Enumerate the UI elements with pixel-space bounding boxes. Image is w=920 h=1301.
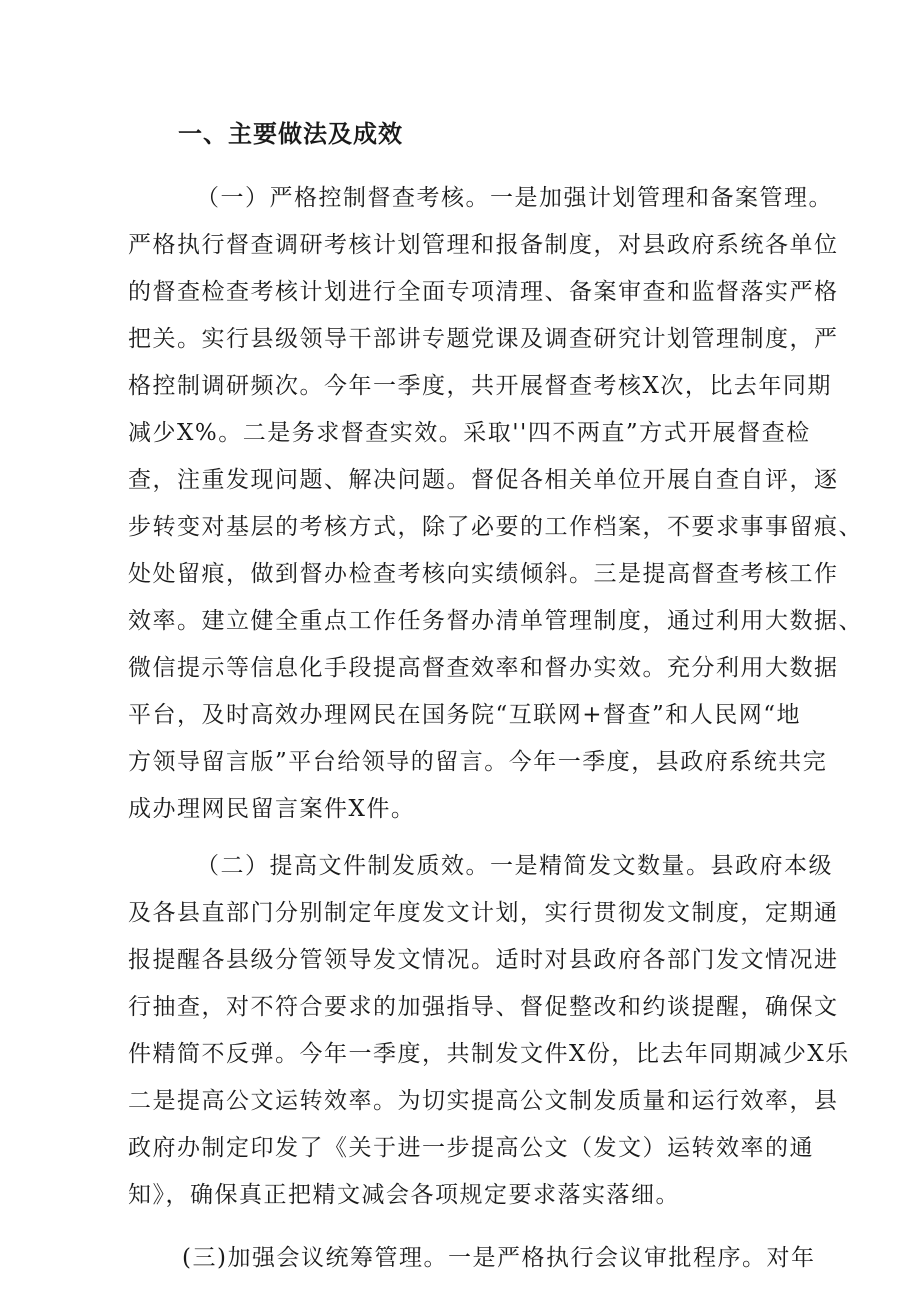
- paragraph-1-line: 格控制调研频次。今年一季度，共开展督查考核X次，比去年同期: [128, 373, 832, 399]
- paragraph-1-line: 步转变对基层的考核方式，除了必要的工作档案，不要求事事留痕、: [128, 514, 863, 540]
- paragraph-2-line: 报提醒各县级分管领导发文情况。适时对县政府各部门发文情况进: [128, 947, 839, 973]
- paragraph-2-line: 行抽查，对不符合要求的加强指导、督促整改和约谈提醒，确保文: [128, 994, 839, 1020]
- paragraph-1-line: 减少X%。二是务求督查实效。采取''四不两直”方式开展督查检: [128, 420, 811, 446]
- paragraph-2-line: 件精简不反弹。今年一季度，共制发文件X份，比去年同期减少X乐: [128, 1041, 850, 1067]
- paragraph-2-line: 二是提高公文运转效率。为切实提高公文制发质量和运行效率，县: [128, 1088, 839, 1114]
- paragraph-2-line: （二）提高文件制发质效。一是精简发文数量。县政府本级: [196, 853, 833, 879]
- paragraph-1-line: 微信提示等信息化手段提高督查效率和督办实效。充分利用大数据: [128, 655, 839, 681]
- paragraph-3-line: (三)加强会议统筹管理。一是严格执行会议审批程序。对年: [182, 1245, 816, 1271]
- paragraph-1-line: 查，注重发现问题、解决问题。督促各相关单位开展自查自评，逐: [128, 467, 839, 493]
- paragraph-1-line: 的督查检查考核计划进行全面专项清理、备案审查和监督落实严格: [128, 279, 839, 305]
- paragraph-2-line: 知》，确保真正把精文减会各项规定要求落实落细。: [128, 1182, 680, 1208]
- paragraph-1-line: 把关。实行县级领导干部讲专题党课及调查研究计划管理制度，严: [128, 326, 839, 352]
- paragraph-1-line: 效率。建立健全重点工作任务督办清单管理制度，通过利用大数据、: [128, 608, 863, 634]
- paragraph-1-line: 处处留痕，做到督办检查考核向实绩倾斜。三是提高督查考核工作: [128, 561, 839, 587]
- paragraph-1-line: （一）严格控制督查考核。一是加强计划管理和备案管理。: [196, 185, 833, 211]
- section-heading: 一、主要做法及成效: [178, 120, 403, 148]
- paragraph-1-line: 成办理网民留言案件X件。: [128, 796, 416, 822]
- paragraph-2-line: 及各县直部门分别制定年度发文计划，实行贯彻发文制度，定期通: [128, 900, 839, 926]
- paragraph-1-line: 严格执行督查调研考核计划管理和报备制度，对县政府系统各单位: [128, 232, 839, 258]
- paragraph-1-line: 平台，及时高效办理网民在国务院“互联网+督查”和人民网“地: [128, 702, 802, 728]
- paragraph-1-line: 方领导留言版”平台给领导的留言。今年一季度，县政府系统共完: [128, 749, 828, 775]
- paragraph-2-line: 政府办制定印发了《关于进一步提高公文（发文）运转效率的通: [128, 1135, 814, 1161]
